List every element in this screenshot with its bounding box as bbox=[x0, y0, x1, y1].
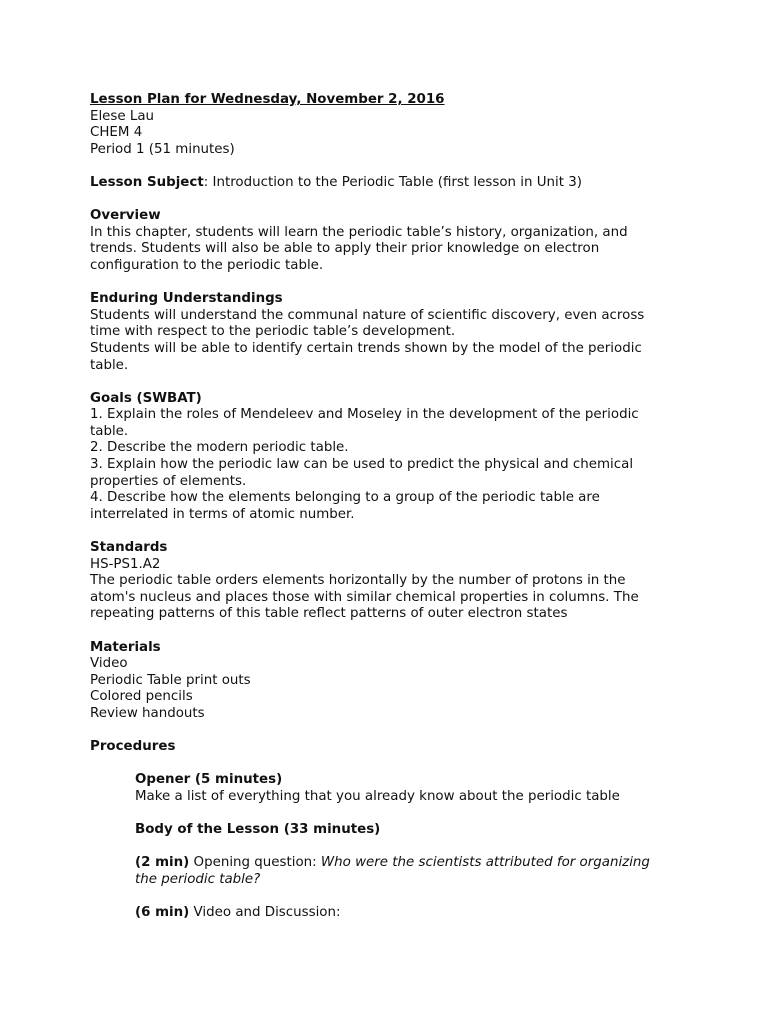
standards-line: repeating patterns of this table reflect patterns of outer electron states bbox=[90, 606, 568, 622]
document-title: Lesson Plan for Wednesday, November 2, 2016 bbox=[90, 92, 445, 107]
lesson-plan bbox=[90, 92, 680, 922]
lesson-subject bbox=[90, 175, 680, 192]
overview-line: configuration to the periodic table. bbox=[90, 257, 324, 273]
lesson-subject-text: : Introduction to the Periodic Table (first lesson in Unit 3) bbox=[203, 174, 582, 190]
procedures-section bbox=[90, 772, 680, 921]
course-name: CHEM 4 bbox=[90, 125, 143, 141]
opener-heading: Opener (5 minutes) bbox=[135, 772, 283, 788]
teacher-name: Elese Lau bbox=[90, 108, 155, 124]
standards-line: HS-PS1.A2 bbox=[90, 556, 161, 572]
lesson-subject-label: Lesson Subject bbox=[90, 174, 204, 190]
goal-line: 1. Explain the roles of Mendeleev and Moseley in the development of the periodic bbox=[90, 407, 639, 423]
body-heading: Body of the Lesson (33 minutes) bbox=[135, 822, 381, 838]
material-item: Colored pencils bbox=[90, 689, 193, 705]
standards-line: atom's nucleus and places those with similar chemical properties in columns. The bbox=[90, 589, 639, 605]
goal-line: interrelated in terms of atomic number. bbox=[90, 506, 355, 522]
step-time: (6 min) bbox=[135, 905, 190, 921]
procedure-step bbox=[135, 905, 680, 922]
goal-line: 2. Describe the modern periodic table. bbox=[90, 440, 349, 456]
material-item: Review handouts bbox=[90, 705, 205, 721]
overview-heading: Overview bbox=[90, 208, 161, 224]
step-question: Who were the scientists attributed for organizing bbox=[320, 855, 650, 871]
goals-heading: Goals (SWBAT) bbox=[90, 390, 202, 406]
standards-heading: Standards bbox=[90, 540, 168, 556]
opener-text: Make a list of everything that you already know about the periodic table bbox=[135, 788, 620, 804]
materials-heading: Materials bbox=[90, 639, 161, 655]
class-period: Period 1 (51 minutes) bbox=[90, 141, 235, 157]
enduring-line: Students will be able to identify certain trends shown by the model of the periodic bbox=[90, 340, 642, 356]
step-time: (2 min) bbox=[135, 855, 190, 871]
enduring-line: Students will understand the communal nature of scientific discovery, even across bbox=[90, 307, 645, 323]
procedures-heading: Procedures bbox=[90, 739, 176, 755]
enduring-line: time with respect to the periodic table’s development. bbox=[90, 324, 456, 340]
enduring-line: table. bbox=[90, 357, 129, 373]
goal-line: 4. Describe how the elements belonging to a group of the periodic table are bbox=[90, 490, 600, 506]
standards-line: The periodic table orders elements horizontally by the number of protons in the bbox=[90, 573, 626, 589]
step-text: Video and Discussion: bbox=[189, 905, 341, 921]
enduring-heading: Enduring Understandings bbox=[90, 291, 283, 307]
goal-line: table. bbox=[90, 423, 129, 439]
step-question-continued: the periodic table? bbox=[135, 871, 261, 887]
procedure-step bbox=[135, 855, 680, 872]
goal-line: 3. Explain how the periodic law can be used to predict the physical and chemical bbox=[90, 457, 634, 473]
goal-line: properties of elements. bbox=[90, 473, 247, 489]
material-item: Video bbox=[90, 656, 128, 672]
overview-line: trends. Students will also be able to apply their prior knowledge on electron bbox=[90, 241, 600, 257]
step-text: Opening question: bbox=[189, 855, 321, 871]
material-item: Periodic Table print outs bbox=[90, 672, 251, 688]
overview-line: In this chapter, students will learn the periodic table’s history, organization, and bbox=[90, 224, 628, 240]
